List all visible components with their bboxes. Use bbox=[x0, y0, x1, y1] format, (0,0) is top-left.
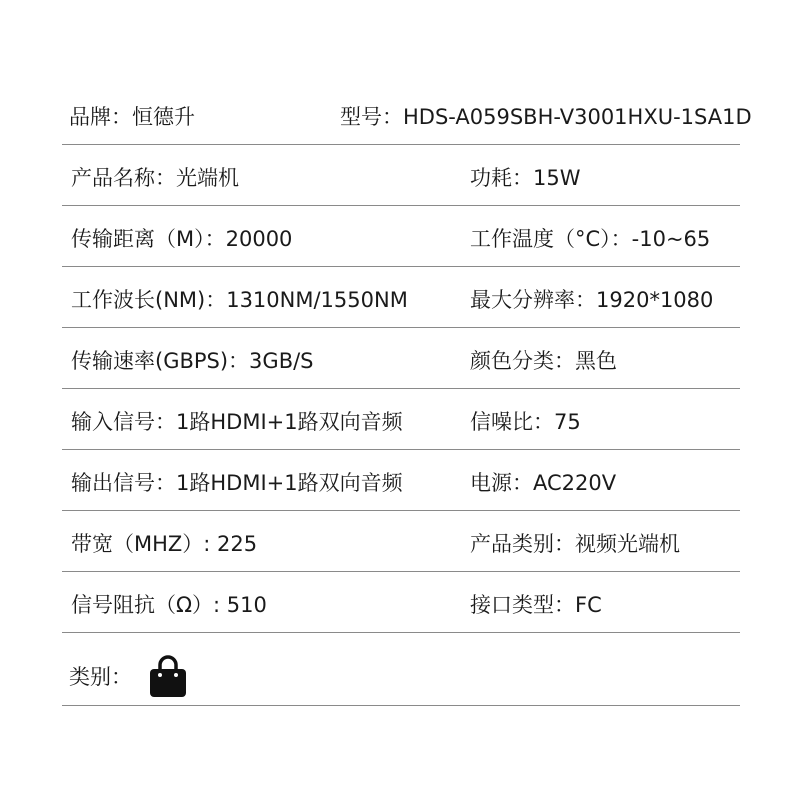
spec-table bbox=[62, 84, 752, 706]
spec-cell-interface: 接口类型：FC bbox=[470, 593, 602, 617]
spec-cell-output-signal: 输出信号：1路HDMI+1路双向音频 bbox=[71, 471, 403, 495]
spec-cell-impedance: 信号阻抗（Ω）: 510 bbox=[71, 593, 267, 617]
brand-cell bbox=[69, 101, 195, 131]
spec-row bbox=[62, 328, 740, 389]
spec-row bbox=[62, 206, 740, 267]
model-label: 型号： bbox=[340, 105, 403, 129]
spec-cell-power-supply: 电源：AC220V bbox=[470, 471, 617, 495]
spec-row bbox=[62, 450, 740, 511]
model-value: HDS-A059SBH-V3001HXU-1SA1D bbox=[403, 105, 752, 129]
spec-cell-snr: 信噪比：75 bbox=[470, 410, 581, 434]
brand-value: 恒德升 bbox=[132, 105, 195, 129]
spec-cell-temperature: 工作温度（°C）：-10~65 bbox=[470, 227, 711, 251]
shopping-bag-icon bbox=[148, 655, 188, 699]
spec-row bbox=[62, 511, 740, 572]
spec-row bbox=[62, 389, 740, 450]
spec-row bbox=[62, 145, 740, 206]
brand-model-row bbox=[62, 84, 752, 145]
spec-row bbox=[62, 572, 740, 633]
spec-cell-product-name: 产品名称：光端机 bbox=[71, 166, 239, 190]
brand-label: 品牌： bbox=[69, 105, 132, 129]
category-row bbox=[62, 633, 740, 706]
category-label: 类别： bbox=[69, 665, 132, 689]
spec-row bbox=[62, 267, 740, 328]
spec-cell-bandwidth: 带宽（MHZ）: 225 bbox=[71, 532, 258, 556]
spec-cell-color: 颜色分类：黑色 bbox=[470, 349, 617, 373]
spec-cell-power: 功耗：15W bbox=[470, 166, 581, 190]
spec-cell-category: 产品类别：视频光端机 bbox=[470, 532, 680, 556]
spec-cell-wavelength: 工作波长(NM)：1310NM/1550NM bbox=[71, 288, 408, 312]
spec-cell-distance: 传输距离（M）：20000 bbox=[71, 227, 293, 251]
spec-cell-resolution: 最大分辨率：1920*1080 bbox=[470, 288, 714, 312]
model-cell bbox=[340, 101, 752, 131]
spec-cell-rate: 传输速率(GBPS)：3GB/S bbox=[71, 349, 314, 373]
spec-cell-input-signal: 输入信号：1路HDMI+1路双向音频 bbox=[71, 410, 403, 434]
